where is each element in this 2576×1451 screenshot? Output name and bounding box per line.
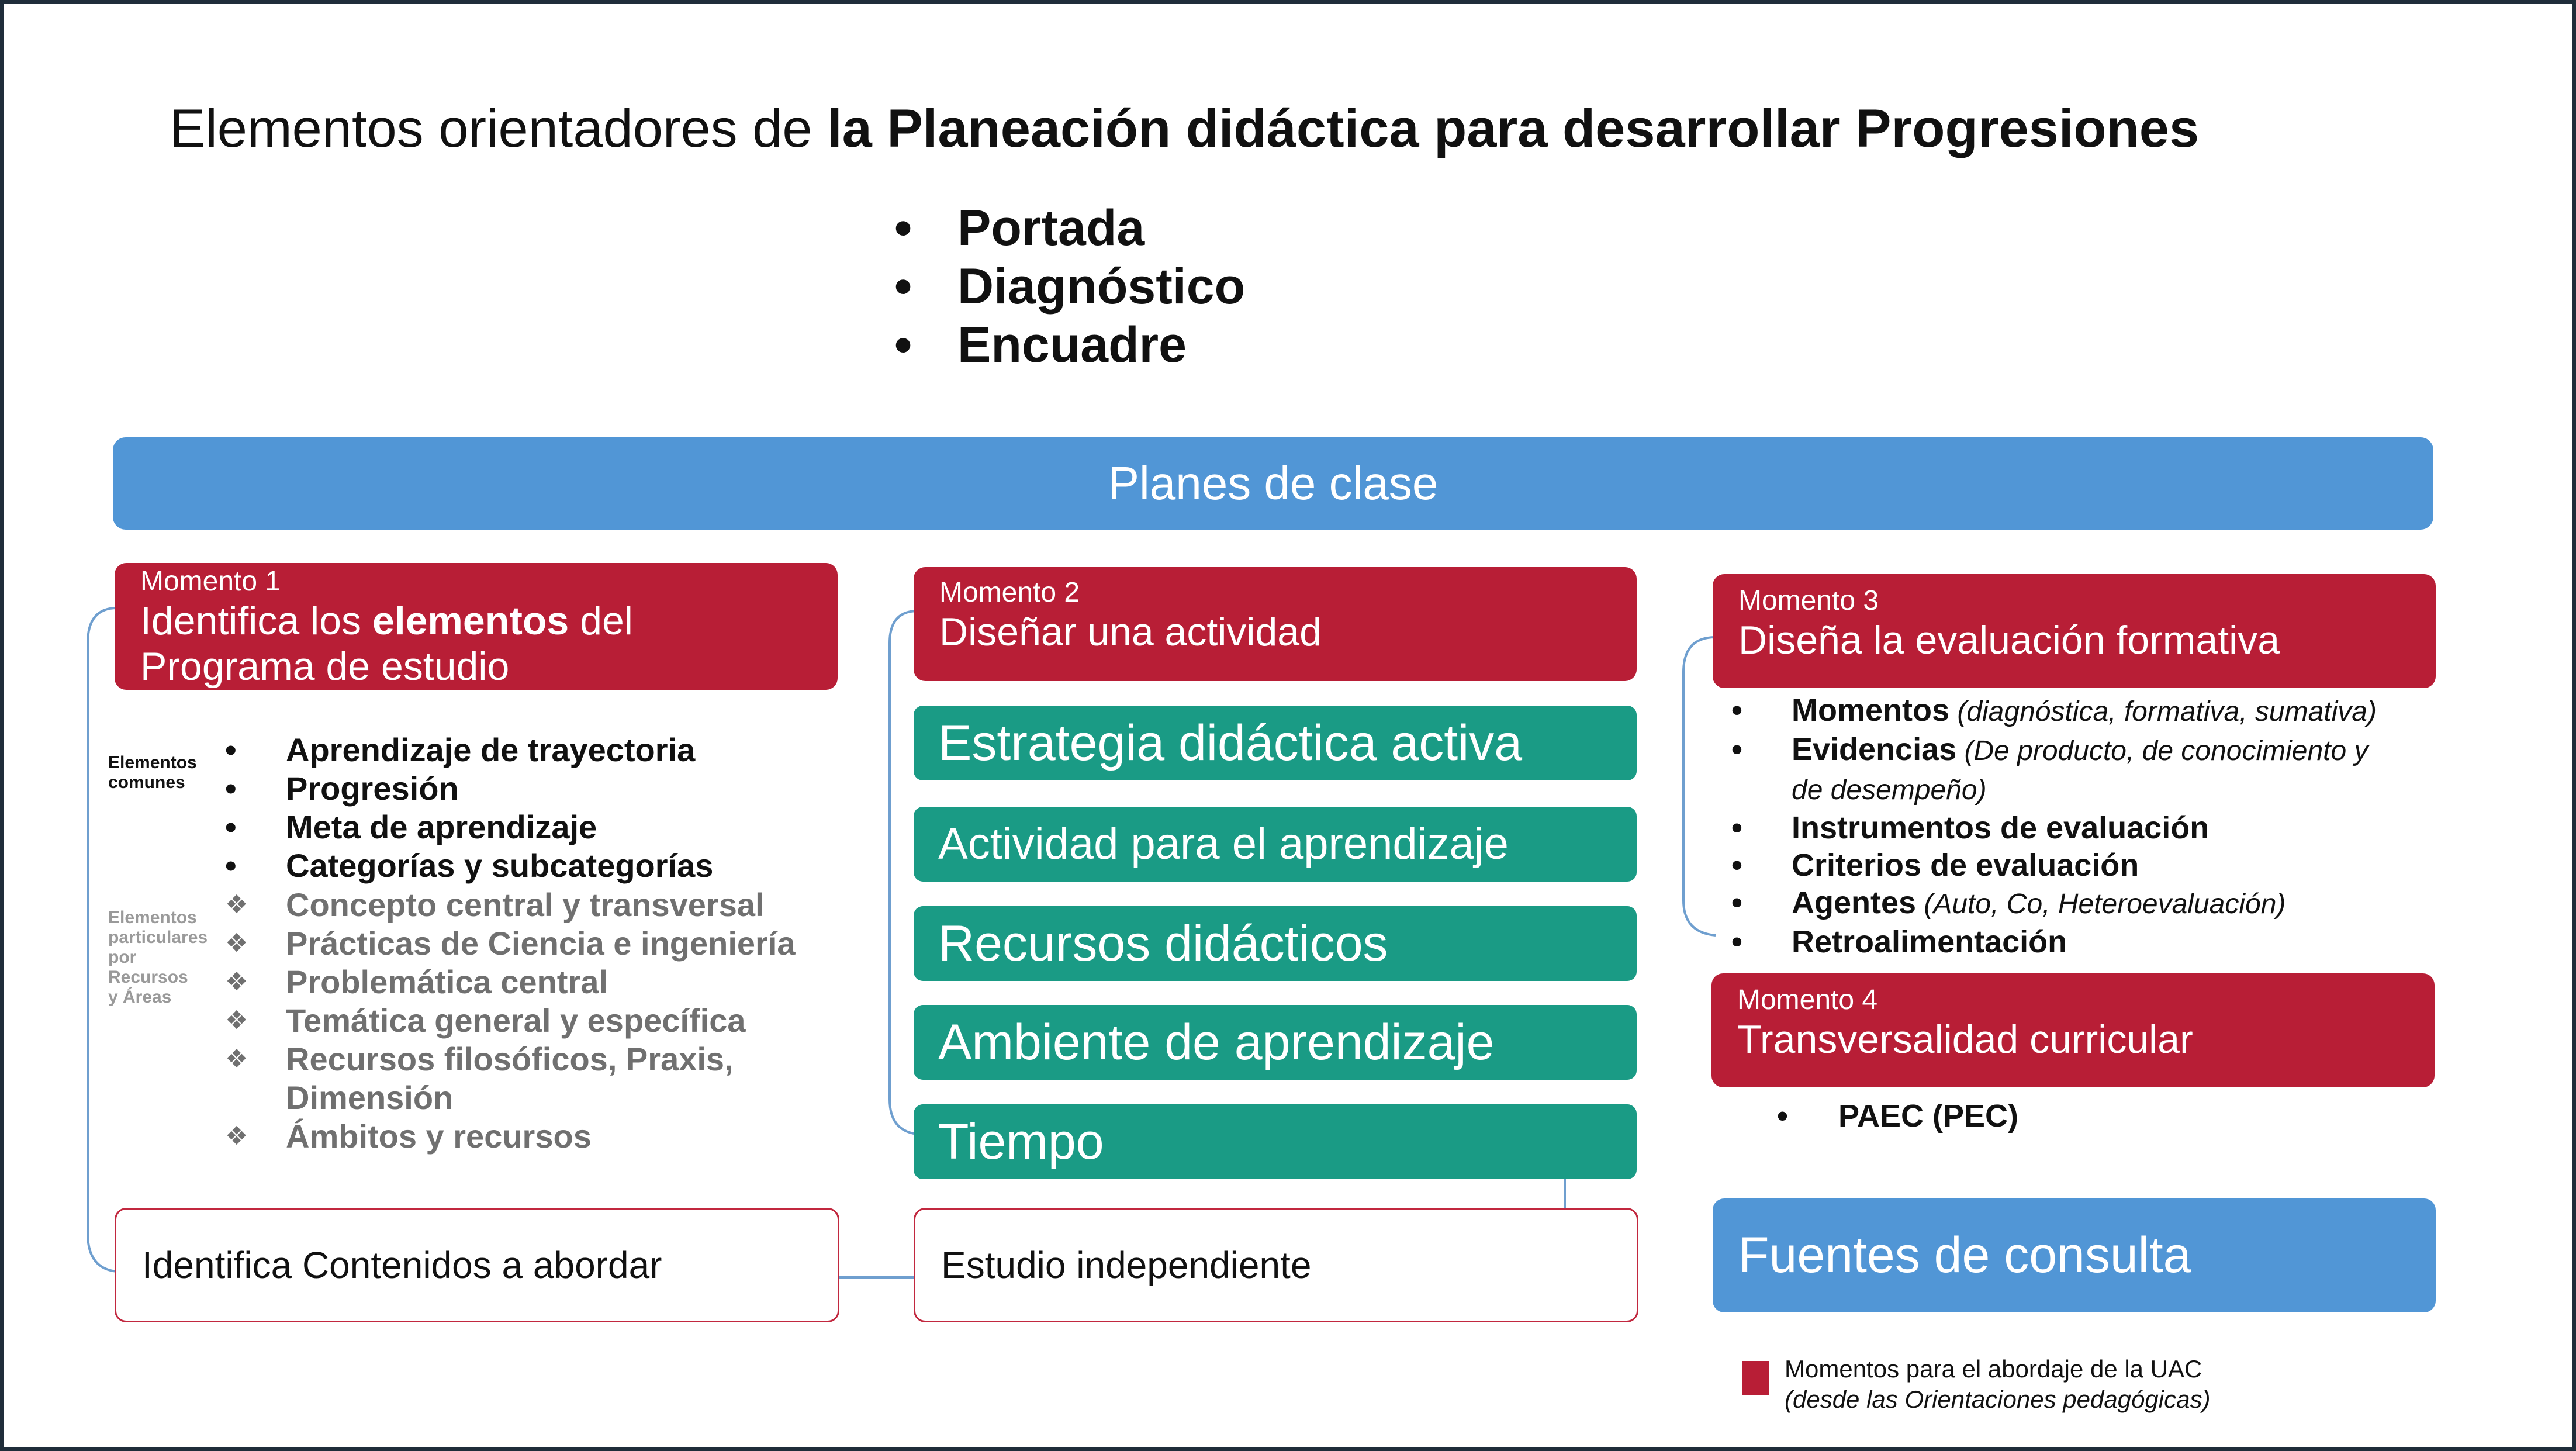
- list-item: [225, 1001, 796, 1040]
- fuentes-de-consulta-box: Fuentes de consulta: [1713, 1198, 2436, 1312]
- teal-item-tiempo: Tiempo: [914, 1104, 1637, 1179]
- list-item-label: Retroalimentación: [1792, 924, 2067, 959]
- list-item-label: Dimensión: [286, 1079, 454, 1116]
- list-item: [1731, 884, 2377, 923]
- moment1-text-b: elementos: [372, 599, 569, 643]
- legend-line1: Momentos para el abordaje de la UAC: [1785, 1355, 2202, 1383]
- moment1-box: [115, 563, 838, 690]
- top-list-item: [894, 316, 1245, 374]
- diamond-bullet-icon: ❖: [225, 1045, 248, 1073]
- list-item-label: Criterios de evaluación: [1792, 848, 2139, 883]
- list-item: [1731, 731, 2377, 770]
- moment1-title-line1: [140, 598, 838, 644]
- list-item-label: Recursos filosóficos, Praxis,: [286, 1041, 734, 1077]
- list-item-label: Prácticas de Ciencia e ingeniería: [286, 925, 796, 962]
- list-item-note: (diagnóstica, formativa, sumativa): [1949, 696, 2377, 727]
- list-item: [1731, 847, 2377, 884]
- list-item-note: (Auto, Co, Heteroevaluación): [1916, 889, 2286, 920]
- moment4-box: [1711, 973, 2435, 1087]
- top-list-item: [894, 199, 1245, 257]
- moment3-label: Momento 3: [1738, 585, 1879, 616]
- diamond-bullet-icon: ❖: [225, 1122, 248, 1151]
- bullet-dot: •: [225, 770, 237, 807]
- top-list-label: Diagnóstico: [957, 258, 1246, 315]
- moment4-list: [1777, 1097, 2018, 1135]
- bullet-dot: •: [1731, 732, 1742, 767]
- list-item: [225, 1040, 796, 1079]
- title-prefix: Elementos orientadores de: [170, 99, 828, 158]
- page-title: [170, 94, 2449, 164]
- moment1-label: Momento 1: [140, 566, 281, 597]
- moment1-common-list: [225, 731, 713, 885]
- bullet-dot: •: [1731, 924, 1742, 959]
- list-item: [1731, 923, 2377, 961]
- list-item-label: Aprendizaje de trayectoria: [286, 731, 696, 768]
- list-item: [225, 1117, 796, 1156]
- bullet-dot: •: [894, 317, 912, 373]
- list-item: [225, 731, 713, 769]
- list-item-label: Evidencias: [1792, 732, 1957, 767]
- teal-item-recursos: Recursos didácticos: [914, 906, 1637, 981]
- top-list-label: Encuadre: [957, 317, 1187, 373]
- list-item-continuation: [225, 1079, 796, 1117]
- bullet-dot: •: [1731, 810, 1742, 845]
- top-bullet-list: [894, 199, 1245, 374]
- side-label-common: Elementos comunes: [108, 753, 197, 792]
- diamond-bullet-icon: ❖: [225, 1006, 248, 1035]
- moment1-text-c: del: [569, 599, 633, 643]
- side-label-particular: Elementos particulares por Recursos y Áreas: [108, 908, 208, 1007]
- bullet-dot: •: [1731, 885, 1742, 920]
- list-item: [1731, 809, 2377, 847]
- bullet-dot: •: [894, 200, 912, 256]
- list-item-label: PAEC (PEC): [1838, 1098, 2019, 1134]
- connector-moment3: [1683, 637, 1716, 935]
- legend-text: [1785, 1354, 2210, 1415]
- list-item-label: Momentos: [1792, 693, 1949, 728]
- bullet-dot: •: [1777, 1098, 1788, 1134]
- moment4-label: Momento 4: [1737, 984, 1878, 1015]
- moment1-text-a: Identifica los: [140, 599, 372, 643]
- moment3-title: Diseña la evaluación formativa: [1738, 618, 2280, 662]
- teal-item-estrategia: Estrategia didáctica activa: [914, 706, 1637, 780]
- diamond-bullet-icon: ❖: [225, 890, 248, 919]
- list-item-label: Categorías y subcategorías: [286, 847, 714, 884]
- legend-line2: (desde las Orientaciones pedagógicas): [1785, 1386, 2211, 1413]
- list-item: [225, 963, 796, 1001]
- title-bold: la Planeación didáctica para desarrollar Progresiones: [827, 99, 2200, 158]
- bullet-dot: •: [225, 847, 237, 884]
- list-item-note: de desempeño): [1792, 775, 1987, 806]
- list-item-continuation: [1731, 770, 2377, 809]
- planes-de-clase-banner: Planes de clase: [113, 437, 2433, 530]
- list-item: [1731, 692, 2377, 731]
- legend-swatch: [1742, 1361, 1769, 1395]
- bullet-dot: •: [894, 258, 912, 315]
- list-item-label: Agentes: [1792, 885, 1917, 920]
- list-item: [225, 847, 713, 885]
- list-item-label: Temática general y específica: [286, 1002, 746, 1039]
- bullet-dot: •: [225, 809, 237, 845]
- list-item-label: Ámbitos y recursos: [286, 1118, 592, 1155]
- identifica-contenidos-box: Identifica Contenidos a abordar: [115, 1208, 839, 1322]
- list-item: [225, 924, 796, 963]
- moment2-title: Diseñar una actividad: [939, 610, 1322, 654]
- teal-item-actividad: Actividad para el aprendizaje: [914, 807, 1637, 882]
- moment1-title-line2: Programa de estudio: [140, 644, 510, 689]
- moment1-particular-list: [225, 886, 796, 1156]
- bullet-dot: •: [1731, 848, 1742, 883]
- list-item-label: Progresión: [286, 770, 459, 807]
- teal-item-ambiente: Ambiente de aprendizaje: [914, 1005, 1637, 1080]
- estudio-independiente-box: Estudio independiente: [914, 1208, 1638, 1322]
- moment3-list: [1731, 692, 2377, 961]
- moment2-label: Momento 2: [939, 577, 1080, 608]
- list-item-label: Problemática central: [286, 963, 608, 1000]
- moment2-box: [914, 567, 1637, 681]
- list-item-label: Concepto central y transversal: [286, 886, 765, 923]
- top-list-item: [894, 257, 1245, 316]
- list-item: [225, 769, 713, 808]
- list-item: [225, 808, 713, 847]
- list-item-label: Instrumentos de evaluación: [1792, 810, 2210, 845]
- top-list-label: Portada: [957, 200, 1145, 256]
- moment4-title: Transversalidad curricular: [1737, 1017, 2193, 1062]
- bullet-dot: •: [1731, 693, 1742, 728]
- diamond-bullet-icon: ❖: [225, 968, 248, 996]
- list-item: [225, 886, 796, 924]
- list-item-note: (De producto, de conocimiento y: [1956, 735, 2368, 766]
- diamond-bullet-icon: ❖: [225, 929, 248, 958]
- list-item: [1777, 1097, 2018, 1135]
- moment3-box: [1713, 574, 2436, 688]
- bullet-dot: •: [225, 731, 237, 768]
- list-item-label: Meta de aprendizaje: [286, 809, 597, 845]
